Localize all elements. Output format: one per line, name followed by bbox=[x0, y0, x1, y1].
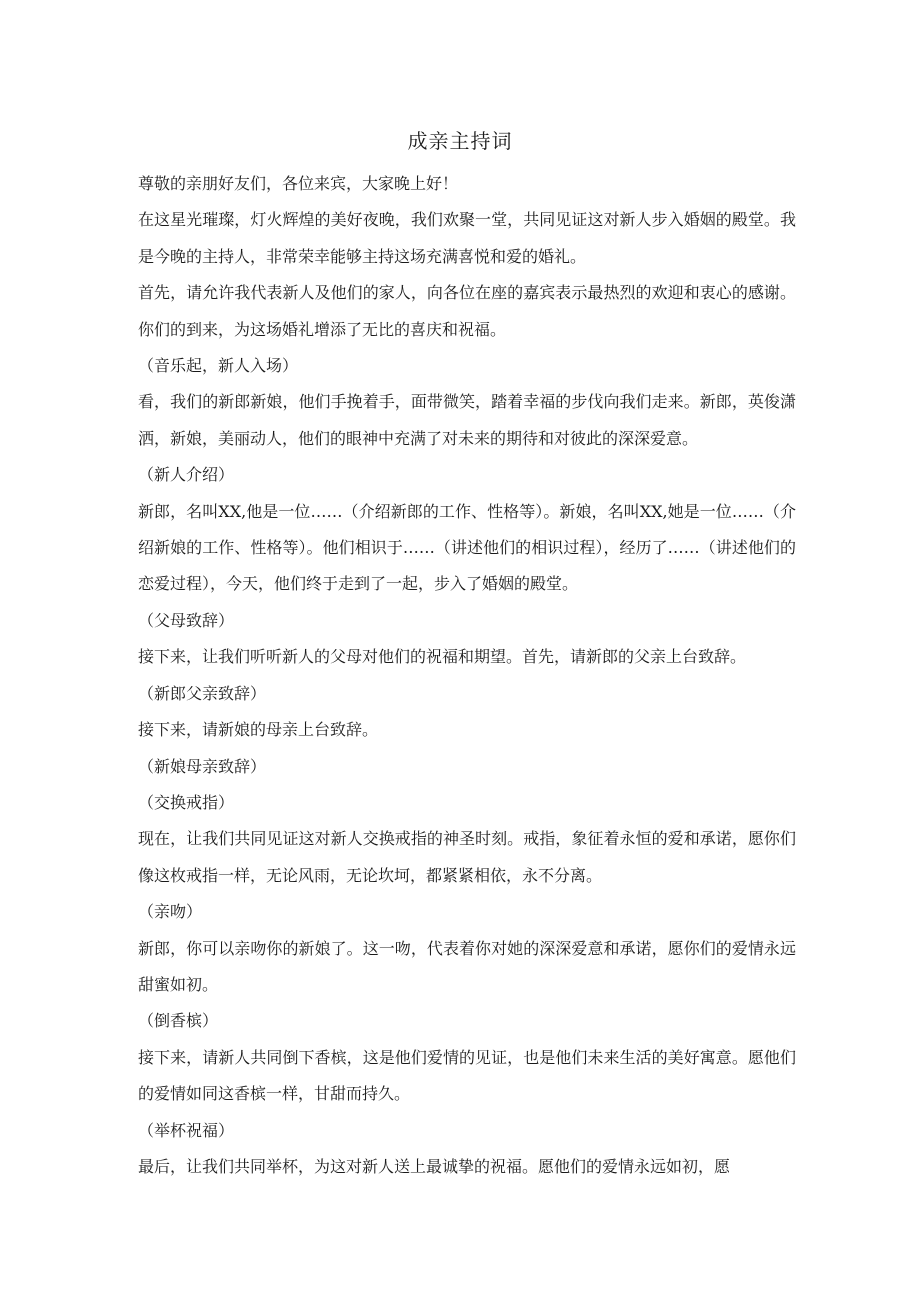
introduction-paragraph: 新郎，名叫XX,他是一位……（介绍新郎的工作、性格等）。新娘，名叫XX,她是一位……（介绍新娘的工作、性格等）。他们相识于……（讲述他们的相识过程），经历了……（讲述他们的恋爱过程），今天，他们终于走到了一起，步入了婚姻的殿堂。 bbox=[138, 501, 796, 594]
entrance-paragraph: 看，我们的新郎新娘，他们手挽着手，面带微笑，踏着幸福的步伐向我们走来。新郎，英俊潇洒，新娘，美丽动人，他们的眼神中充满了对未来的期待和对彼此的深深爱意。 bbox=[138, 392, 796, 448]
stage-direction-rings: （交换戒指） bbox=[138, 792, 235, 812]
rings-paragraph: 现在，让我们共同见证这对新人交换戒指的神圣时刻。戒指，象征着永恒的爱和承诺，愿你们像这枚戒指一样，无论风雨，无论坎坷，都紧紧相依，永不分离。 bbox=[138, 829, 796, 885]
opening-paragraph: 在这星光璀璨，灯火辉煌的美好夜晚，我们欢聚一堂，共同见证这对新人步入婚姻的殿堂。我是今晚的主持人，非常荣幸能够主持这场充满喜悦和爱的婚礼。 bbox=[138, 210, 796, 266]
stage-direction-champagne: （倒香槟） bbox=[138, 1011, 219, 1031]
stage-direction-groom-father: （新郎父亲致辞） bbox=[138, 683, 267, 703]
kiss-paragraph: 新郎，你可以亲吻你的新娘了。这一吻，代表着你对她的深深爱意和承诺，愿你们的爱情永远甜蜜如初。 bbox=[138, 938, 796, 994]
champagne-paragraph: 接下来，请新人共同倒下香槟，这是他们爱情的见证，也是他们未来生活的美好寓意。愿他们的爱情如同这香槟一样，甘甜而持久。 bbox=[138, 1047, 796, 1104]
stage-direction-introduction: （新人介绍） bbox=[138, 465, 235, 485]
toast-paragraph: 最后，让我们共同举杯，为这对新人送上最诚挚的祝福。愿他们的爱情永远如初，愿 bbox=[138, 1156, 731, 1176]
parents-speech-paragraph: 接下来，让我们听听新人的父母对他们的祝福和期望。首先，请新郎的父亲上台致辞。 bbox=[138, 647, 747, 667]
document-body bbox=[138, 166, 796, 1185]
greeting-paragraph: 尊敬的亲朋好友们，各位来宾，大家晚上好！ bbox=[138, 174, 459, 193]
welcome-paragraph: 首先，请允许我代表新人及他们的家人，向各位在座的嘉宾表示最热烈的欢迎和衷心的感谢。你们的到来，为这场婚礼增添了无比的喜庆和祝福。 bbox=[138, 283, 796, 339]
bride-mother-invite-paragraph: 接下来，请新娘的母亲上台致辞。 bbox=[138, 720, 379, 740]
stage-direction-parents-speech: （父母致辞） bbox=[138, 610, 235, 630]
stage-direction-entrance: （音乐起，新人入场） bbox=[138, 356, 299, 376]
stage-direction-kiss: （亲吻） bbox=[138, 902, 203, 922]
stage-direction-bride-mother: （新娘母亲致辞） bbox=[138, 756, 267, 776]
stage-direction-toast: （举杯祝福） bbox=[138, 1120, 235, 1140]
document-title: 成亲主持词 bbox=[407, 131, 513, 153]
